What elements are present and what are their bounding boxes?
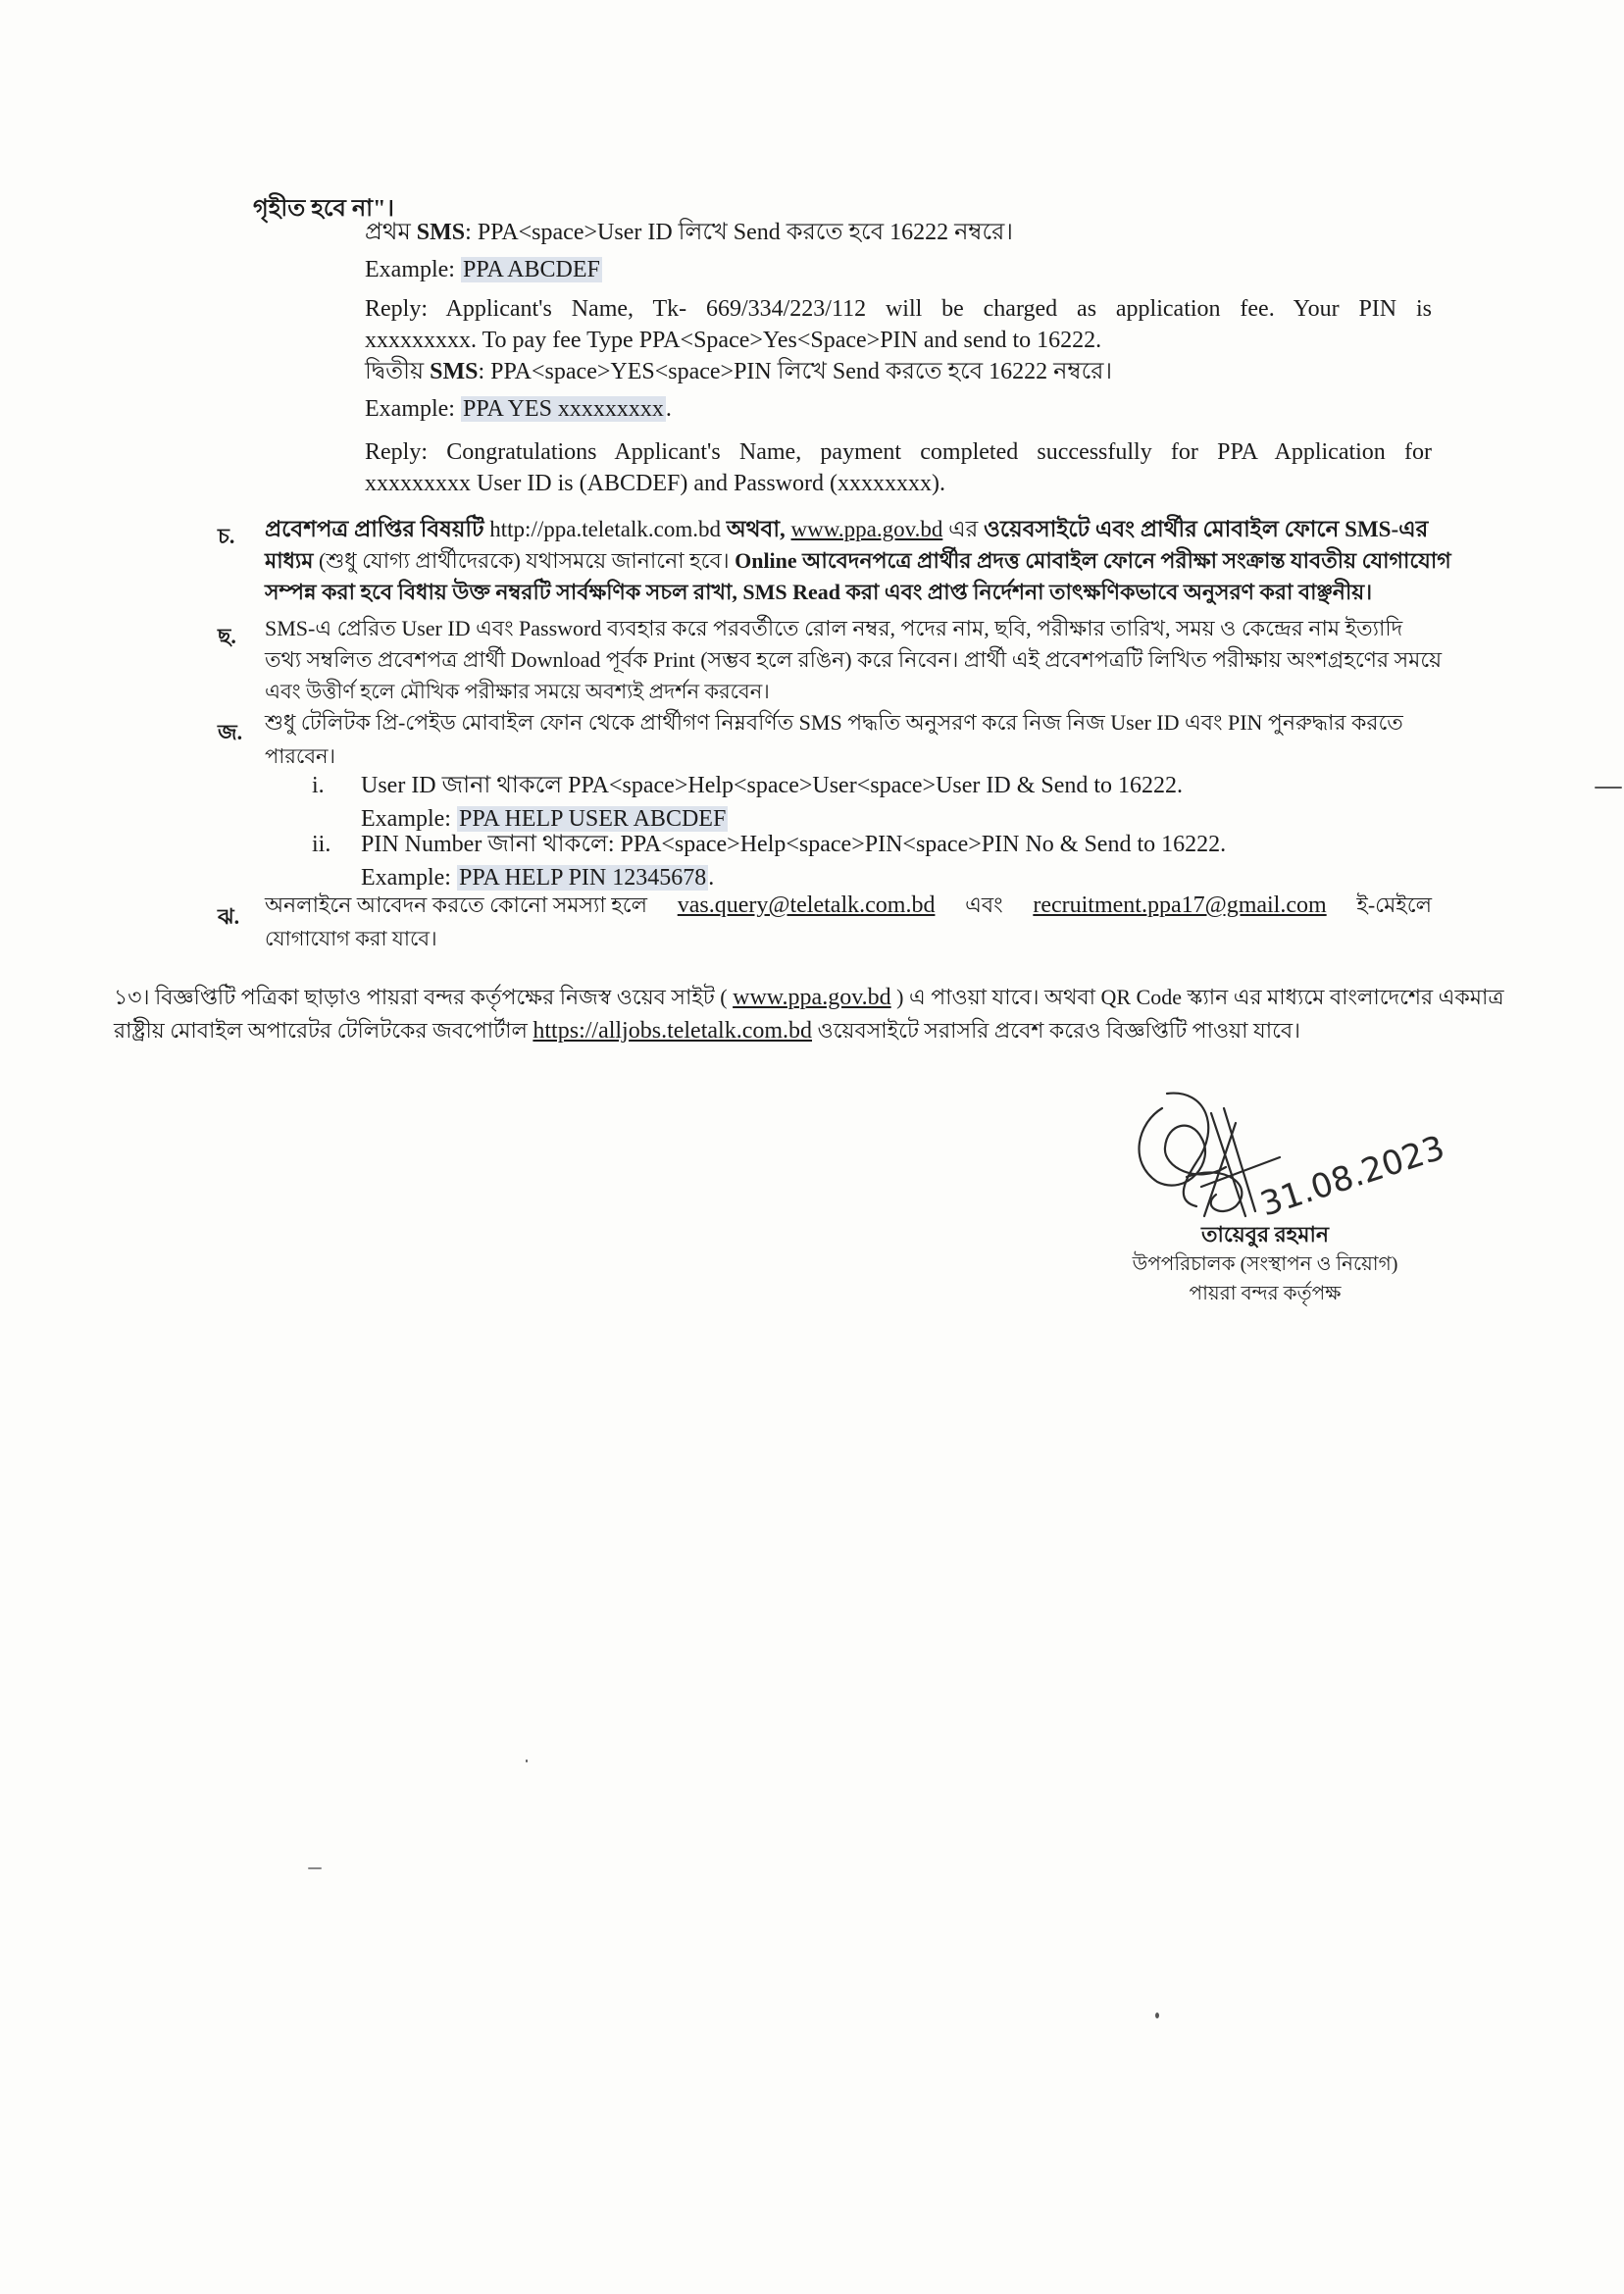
item-ja-line1: শুধু টেলিটক প্রি-পেইড মোবাইল ফোন থেকে প্রার্থীগণ নিম্নবর্ণিত SMS পদ্ধতি অনুসরণ করে নিজ নিজ User ID এবং PIN পুনরুদ্ধার করতে bbox=[265, 710, 1403, 735]
item-jha-line1 bbox=[265, 891, 1432, 920]
signatory-designation: উপপরিচালক (সংস্থাপন ও নিয়োগ) bbox=[1132, 1253, 1398, 1275]
ja-sub2-example-label: Example: bbox=[361, 865, 451, 891]
scan-mark bbox=[1595, 787, 1622, 789]
example1-label: Example: bbox=[365, 257, 455, 282]
jha-l1-and: এবং bbox=[965, 892, 1003, 917]
para13-jobportal-link[interactable]: https://alljobs.teletalk.com.bd bbox=[533, 1018, 813, 1044]
item-jha-line2: যোগাযোগ করা যাবে। bbox=[265, 927, 437, 950]
para13-line1 bbox=[114, 983, 1504, 1012]
sms1-keyword: SMS bbox=[416, 220, 466, 245]
para13-l1-a: ১৩। বিজ্ঞপ্তিটি পত্রিকা ছাড়াও পায়রা বন্দর কর্তৃপক্ষের নিজস্ব ওয়েব সাইট ( bbox=[114, 985, 728, 1009]
sms1-text: : PPA<space>User ID লিখে Send করতে হবে 16222 নম্বরে। bbox=[465, 220, 1013, 245]
reply1-line1: Reply: Applicant's Name, Tk- 669/334/223/112 will be charged as application fee. Your PIN is bbox=[365, 296, 1432, 322]
ja-sub2-example-suffix: . bbox=[708, 865, 715, 891]
scan-speck bbox=[526, 1759, 528, 1762]
ja-sub1-num: i. bbox=[312, 773, 325, 798]
signature-block bbox=[1118, 1220, 1412, 1308]
cha-l1-or: অথবা, bbox=[726, 517, 786, 541]
para13-l2-b: ওয়েবসাইটে সরাসরি প্রবেশ করেও বিজ্ঞপ্তিটি পাওয়া যাবে। bbox=[817, 1018, 1301, 1043]
ja-sub2-text: PIN Number জানা থাকলে: PPA<space>Help<space>PIN<space>PIN No & Send to 16222. bbox=[361, 832, 1227, 857]
item-cha-line1 bbox=[265, 515, 1428, 544]
jha-email2-link[interactable]: recruitment.ppa17@gmail.com bbox=[1033, 892, 1327, 918]
item-ja-line2: পারবেন। bbox=[265, 744, 336, 768]
item-cha-marker: চ. bbox=[218, 524, 235, 548]
jha-l1-c: ই-মেইলে bbox=[1356, 892, 1432, 917]
para13-line2 bbox=[114, 1016, 1300, 1045]
para13-l2-a: রাষ্ট্রীয় মোবাইল অপারেটর টেলিটকের জবপোর্টাল bbox=[114, 1018, 528, 1043]
example1-code: PPA ABCDEF bbox=[462, 257, 600, 282]
jha-email1-link[interactable]: vas.query@teletalk.com.bd bbox=[677, 892, 936, 918]
jha-l1-a: অনলাইনে আবেদন করতে কোনো সমস্যা হলে bbox=[265, 892, 648, 917]
cha-l1-er: এর bbox=[948, 517, 979, 541]
sms2-text: : PPA<space>YES<space>PIN লিখে Send করতে হবে 16222 নম্বরে। bbox=[478, 359, 1113, 384]
item-cha-line2 bbox=[265, 546, 1451, 576]
para13-site-link[interactable]: www.ppa.gov.bd bbox=[733, 985, 891, 1010]
scan-mark bbox=[308, 1867, 322, 1869]
example2-label: Example: bbox=[365, 396, 455, 422]
item-chha-line3: এবং উত্তীর্ণ হলে মৌখিক পরীক্ষার সময়ে অবশ্যই প্রদর্শন করবেন। bbox=[265, 680, 770, 703]
item-chha-line1: SMS-এ প্রেরিত User ID এবং Password ব্যবহার করে পরবর্তীতে রোল নম্বর, পদের নাম, ছবি, পরীক্ষার তারিখ, সময় ও কেন্দ্রের নাম ইত্যাদি bbox=[265, 616, 1403, 640]
handwritten-signature bbox=[1108, 1069, 1500, 1226]
example2-line bbox=[365, 394, 672, 424]
cha-l2-b: (শুধু যোগ্য প্রার্থীদেরকে) যথাসময়ে জানানো হবে। bbox=[319, 548, 730, 573]
cha-l2-c: Online আবেদনপত্রে প্রার্থীর প্রদত্ত মোবাইল ফোনে পরীক্ষা সংক্রান্ত যাবতীয় যোগাযোগ bbox=[735, 548, 1451, 573]
ja-sub2-example-code: PPA HELP PIN 12345678 bbox=[458, 865, 707, 891]
cha-l1-f: ওয়েবসাইটে এবং প্রার্থীর মোবাইল ফোনে SMS-এর bbox=[984, 517, 1429, 541]
signatory-name: তায়েবুর রহমান bbox=[1201, 1222, 1329, 1247]
sms1-prefix: প্রথম bbox=[365, 220, 411, 245]
reply2-line1: Reply: Congratulations Applicant's Name, payment completed successfully for PPA Application for bbox=[365, 439, 1432, 465]
cha-l2-a: মাধ্যম bbox=[265, 548, 314, 573]
scan-speck bbox=[1155, 2013, 1159, 2018]
cha-l1-link[interactable]: www.ppa.gov.bd bbox=[790, 517, 943, 541]
signature-stroke bbox=[1167, 1094, 1208, 1206]
signature-date: 31.08.2023 bbox=[1255, 1128, 1449, 1225]
item-cha-line3: সম্পন্ন করা হবে বিধায় উক্ত নম্বরটি সার্বক্ষণিক সচল রাখা, SMS Read করা এবং প্রাপ্ত নির্দেশনা তাৎক্ষণিকভাবে অনুসরণ করা বাঞ্ছনীয়। bbox=[265, 580, 1373, 604]
sms2-prefix: দ্বিতীয় bbox=[365, 359, 425, 384]
cha-l1-a: প্রবেশপত্র প্রাপ্তির বিষয়টি bbox=[265, 517, 484, 541]
ja-sub1-example-label: Example: bbox=[361, 806, 451, 832]
reply2-line2: xxxxxxxxx User ID is (ABCDEF) and Password (xxxxxxxx). bbox=[365, 471, 945, 496]
example2-code: PPA YES xxxxxxxxx bbox=[462, 396, 664, 422]
continuation-text: গৃহীত হবে না"। bbox=[253, 196, 395, 222]
ja-sub1-text: User ID জানা থাকলে PPA<space>Help<space>User<space>User ID & Send to 16222. bbox=[361, 773, 1184, 798]
ja-sub2-example bbox=[361, 863, 714, 892]
item-chha-line2: তথ্য সম্বলিত প্রবেশপত্র প্রার্থী Download পূর্বক Print (সম্ভব হলে রঙিন) করে নিবেন। প্রার্থী এই প্রবেশপত্রটি লিখিত পরীক্ষায় অংশগ্রহণের সময়ে bbox=[265, 647, 1443, 672]
ja-sub2-num: ii. bbox=[312, 832, 331, 857]
item-ja-marker: জ. bbox=[218, 720, 243, 744]
sms1-line bbox=[365, 218, 1013, 247]
para13-l1-b: ) এ পাওয়া যাবে। অথবা QR Code স্ক্যান এর মাধ্যমে বাংলাদেশের একমাত্র bbox=[896, 985, 1504, 1009]
reply1-line2: xxxxxxxxx. To pay fee Type PPA<Space>Yes<Space>PIN and send to 16222. bbox=[365, 328, 1102, 353]
cha-l1-url: http://ppa.teletalk.com.bd bbox=[489, 517, 721, 541]
example2-suffix: . bbox=[665, 396, 672, 422]
signatory-organization: পায়রা বন্দর কর্তৃপক্ষ bbox=[1189, 1283, 1342, 1304]
item-jha-marker: ঝ. bbox=[218, 904, 240, 929]
ja-sub1-example-code: PPA HELP USER ABCDEF bbox=[458, 806, 727, 832]
item-chha-marker: ছ. bbox=[218, 624, 236, 648]
sms2-line bbox=[365, 357, 1112, 386]
example1-line bbox=[365, 255, 602, 284]
sms2-keyword: SMS bbox=[430, 359, 479, 384]
